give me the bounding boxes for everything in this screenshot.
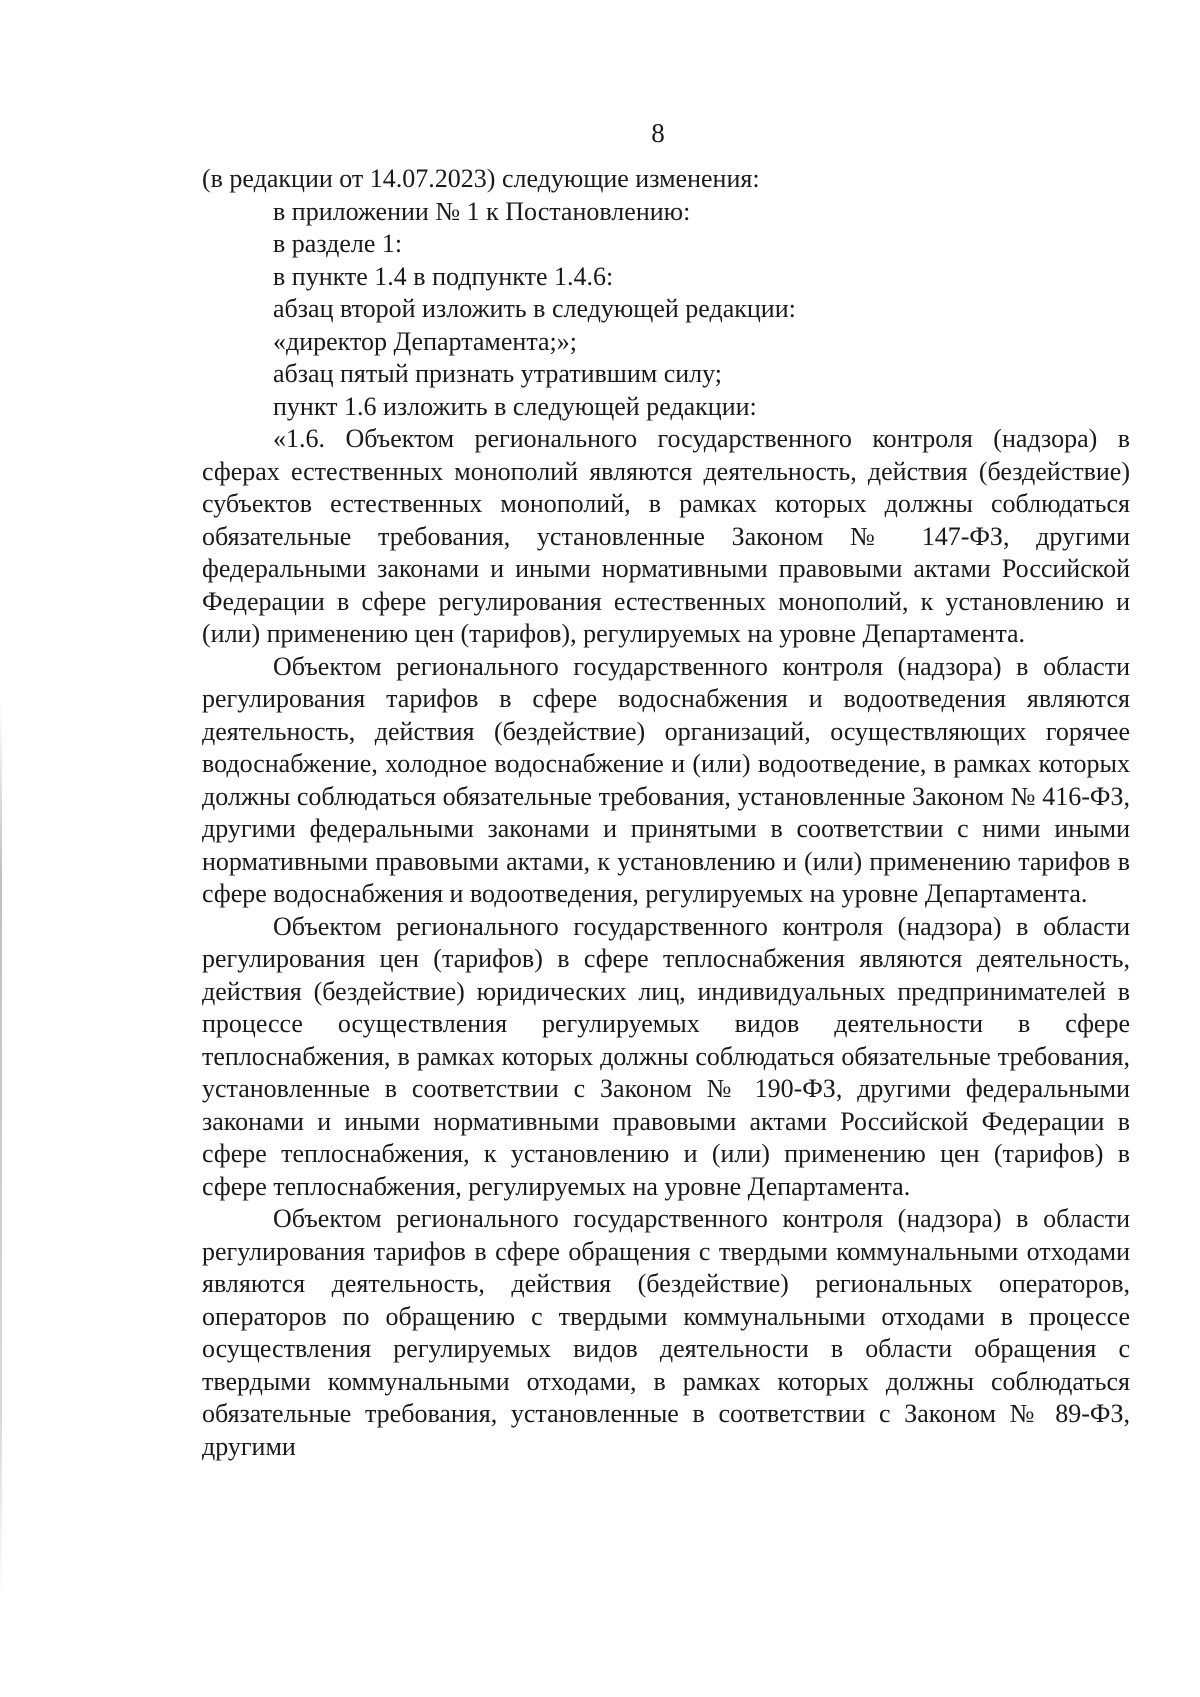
intro-line-5: абзац второй изложить в следующей редакции: [273, 294, 796, 323]
scan-edge-shadow [0, 700, 2, 1600]
paragraph-heat: Объектом регионального государственного контроля (надзора) в области регулирования цен (тарифов) в сфере теплоснабжения являются деятельность, действия (бездействие) юридических лиц, индивидуальных предпринимателей в процессе осуществления регулируемых видов деятельности в сфере теплоснабжения, в рамках которых должны соблюдаться обязательные требования, установленные в соответствии с Законом № 190-ФЗ, другими федеральными законами и иными нормативными правовыми актами Российской Федерации в сфере теплоснабжения, к установлению и (или) применению цен (тарифов) в сфере теплоснабжения, регулируемых на уровне Департамента. [202, 911, 1130, 1201]
document-body [202, 163, 1130, 1463]
paragraph-water: Объектом регионального государственного контроля (надзора) в области регулирования тарифов в сфере водоснабжения и водоотведения являются деятельность, действия (бездействие) организаций, осуществляющих горячее водоснабжение, холодное водоснабжение и (или) водоотведение, в рамках которых должны соблюдаться обязательные требования, установленные Законом № 416-ФЗ, другими федеральными законами и принятыми в соответствии с ними иными нормативными правовыми актами, к установлению и (или) применению тарифов в сфере водоснабжения и водоотведения, регулируемых на уровне Департамента. [202, 651, 1130, 908]
paragraph-1-6: «1.6. Объектом регионального государственного контроля (надзора) в сферах естественных монополий являются деятельность, действия (бездействие) субъектов естественных монополий, в рамках которых должны соблюдаться обязательные требования, установленные Законом № 147-ФЗ, другими федеральными законами и иными нормативными правовыми актами Российской Федерации в сфере регулирования естественных монополий, к установлению и (или) применению цен (тарифов), регулируемых на уровне Департамента. [202, 424, 1130, 648]
intro-line-3: в разделе 1: [273, 229, 403, 258]
page-number: 8 [651, 118, 665, 148]
intro-line-4: в пункте 1.4 в подпункте 1.4.6: [273, 261, 614, 291]
intro-line-1: (в редакции от 14.07.2023) следующие изменения: [202, 164, 760, 193]
intro-line-8: пункт 1.6 изложить в следующей редакции: [273, 391, 757, 421]
intro-line-2: в приложении № 1 к Постановлению: [273, 196, 691, 226]
intro-line-7: абзац пятый признать утратившим силу; [273, 359, 723, 388]
paragraph-waste: Объектом регионального государственного контроля (надзора) в области регулирования тарифов в сфере обращения с твердыми коммунальными отходами являются деятельность, действия (бездействие) региональных операторов, операторов по обращению с твердыми коммунальными отходами в процессе осуществления регулируемых видов деятельности в области обращения с твердыми коммунальными отходами, в рамках которых должны соблюдаться обязательные требования, установленные в соответствии с Законом № 89-ФЗ, другими [202, 1204, 1130, 1461]
intro-line-6: «директор Департамента;»; [273, 326, 577, 356]
